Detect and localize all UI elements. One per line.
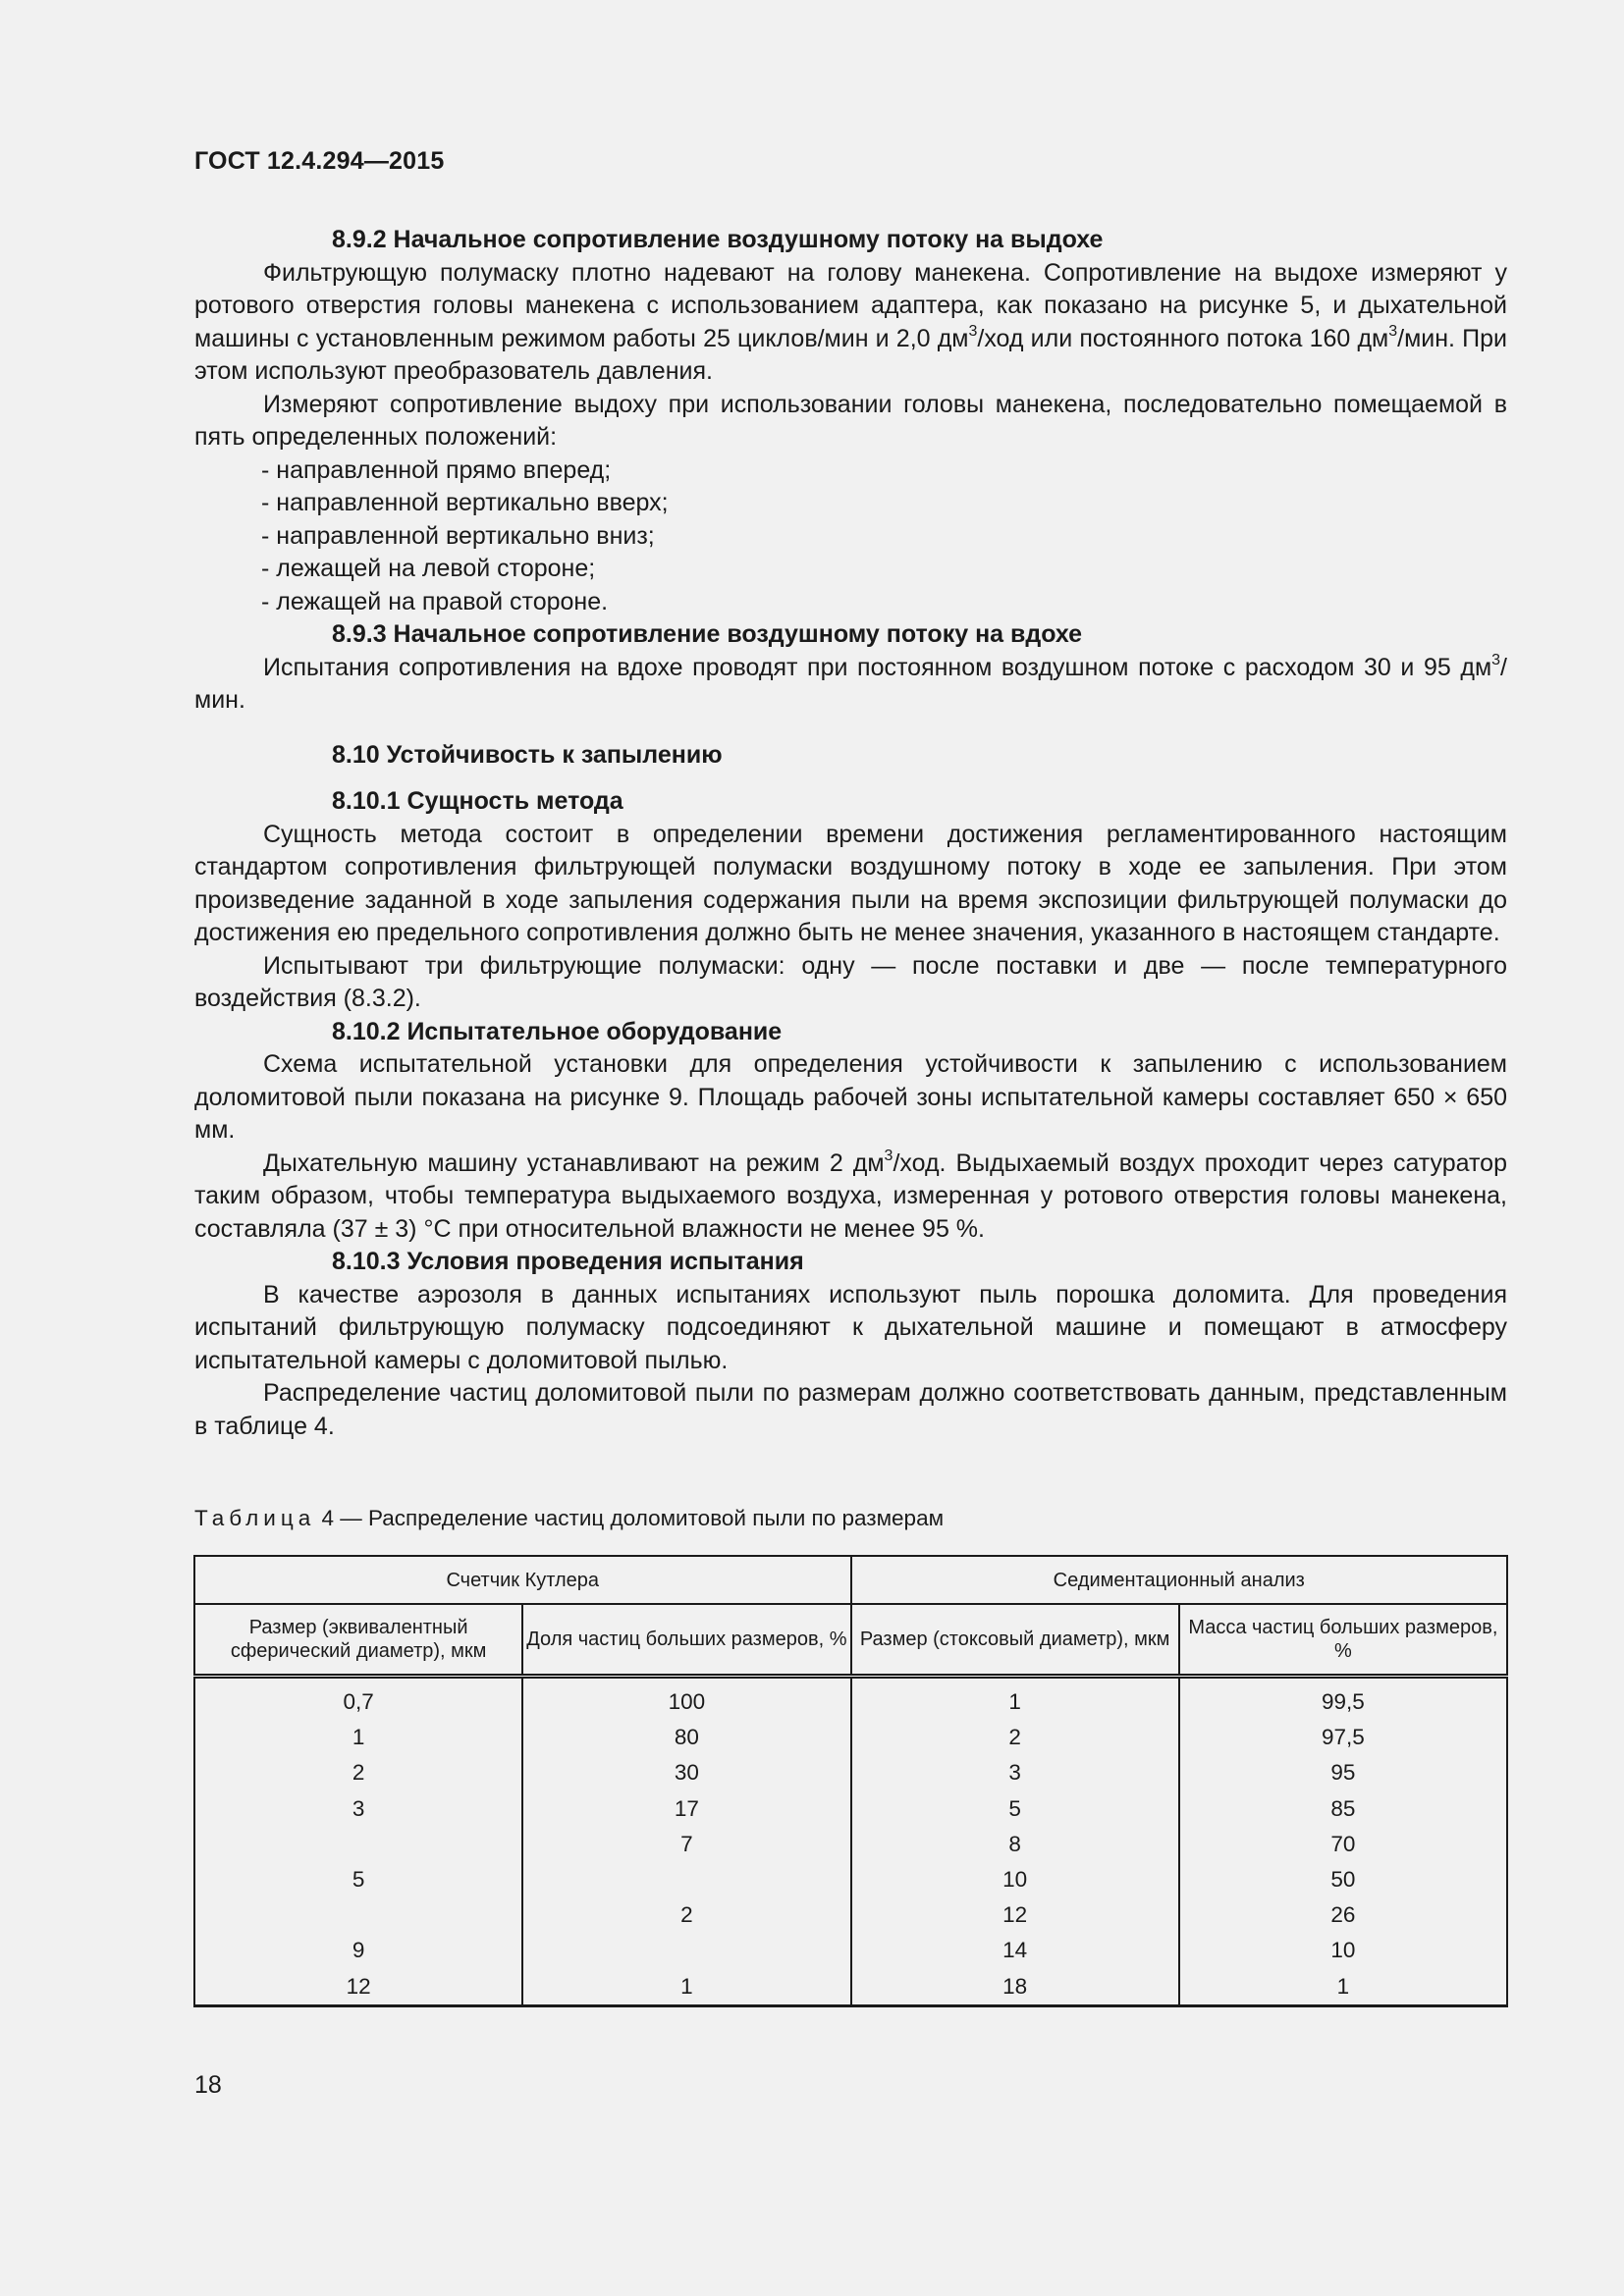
table-cell: 50 (1179, 1862, 1507, 1897)
paragraph: Дыхательную машину устанавливают на режим 2 $дм^3$/ход. Выдыхаемый воздух проходит через сатуратор таким образом, чтобы температура выдыхаемого воздуха, измеренная у ротового отверстия головы манекена, составляла (37 ± 3) °С при относительной влажности не менее 95 %. (194, 1148, 1507, 1243)
section-title-8-9-2: 8.9.2 Начальное сопротивление воздушному потоку на выдохе (332, 226, 1104, 253)
table-row (194, 1969, 1507, 2006)
paragraph: Испытывают три фильтрующие полумаски: одну — после поставки и две — после температурного воздействия (8.3.2). (194, 951, 1507, 1012)
table-cell: 3 (194, 1791, 522, 1827)
table-cell: 30 (522, 1755, 850, 1790)
table-cell: 26 (1179, 1897, 1507, 1933)
table-cell: 1 (522, 1969, 850, 2006)
column-header: Доля частиц больших размеров, % (522, 1604, 850, 1677)
table-cell: 97,5 (1179, 1720, 1507, 1755)
table-cell: 1 (1179, 1969, 1507, 2006)
table-cell: 1 (194, 1720, 522, 1755)
table-row (194, 1677, 1507, 1721)
table-cell: 5 (194, 1862, 522, 1897)
section-title-8-10-3: 8.10.3 Условия проведения испытания (332, 1248, 804, 1275)
document-body (194, 224, 1507, 1443)
section-title-8-10-2: 8.10.2 Испытательное оборудование (332, 1017, 783, 1045)
table-cell (194, 1827, 522, 1862)
document-header: ГОСТ 12.4.294—2015 (194, 147, 445, 175)
list-item: - направленной вертикально вниз; (261, 521, 655, 550)
table-cell (194, 1897, 522, 1933)
list-item: - направленной прямо вперед; (261, 455, 612, 484)
table-cell: 7 (522, 1827, 850, 1862)
table-cell: 0,7 (194, 1677, 522, 1721)
table-cell: 2 (851, 1720, 1179, 1755)
table-row (194, 1933, 1507, 1968)
paragraph: Измеряют сопротивление выдоху при использовании головы манекена, последовательно помещаемой в пять определенных положений: (194, 390, 1507, 451)
table-caption: Таблица 4 — Распределение частиц доломитовой пыли по размерам (194, 1506, 945, 1530)
group-header-sedimentation: Седиментационный анализ (851, 1556, 1508, 1604)
table-cell: 10 (851, 1862, 1179, 1897)
table-cell: 14 (851, 1933, 1179, 1968)
table-row (194, 1791, 1507, 1827)
table-cell: 100 (522, 1677, 850, 1721)
table-cell: 8 (851, 1827, 1179, 1862)
paragraph: В качестве аэрозоля в данных испытаниях используют пыль порошка доломита. Для проведения испытаний фильтрующую полумаску подсоединяют к дыхательной машине и помещают в атмосферу испытательной камеры с доломитовой пылью. (194, 1280, 1507, 1374)
list-item: - направленной вертикально вверх; (261, 489, 669, 516)
list-item: - лежащей на правой стороне. (261, 587, 609, 615)
table-row (194, 1720, 1507, 1755)
list-item: - лежащей на левой стороне; (261, 555, 596, 582)
table-cell: 5 (851, 1791, 1179, 1827)
table-cell: 95 (1179, 1755, 1507, 1790)
paragraph: Фильтрующую полумаску плотно надевают на голову манекена. Сопротивление на выдохе измеряют у ротового отверстия головы манекена с использованием адаптера, как показано на рисунке 5, и дыхательной машины с установленным режимом работы 25 циклов/мин и 2,0 $дм^3$/ход или постоянного потока 160 $дм^3$/мин. При этом используют преобразователь давления. (194, 258, 1507, 385)
column-header: Размер (стоксовый диаметр), мкм (851, 1604, 1179, 1677)
table-cell: 3 (851, 1755, 1179, 1790)
table-cell: 2 (522, 1897, 850, 1933)
section-title-8-10: 8.10 Устойчивость к запылению (332, 740, 723, 769)
section-title-8-9-3: 8.9.3 Начальное сопротивление воздушному потоку на вдохе (332, 620, 1083, 648)
paragraph: Схема испытательной установки для определения устойчивости к запылению с использованием доломитовой пыли показана на рисунке 9. Площадь рабочей зоны испытательной камеры составляет 650 × 650 мм. (194, 1050, 1507, 1144)
table-cell: 12 (851, 1897, 1179, 1933)
page-number: 18 (194, 2071, 222, 2099)
table-row (194, 1862, 1507, 1897)
table-4 (193, 1555, 1508, 2007)
table-cell: 9 (194, 1933, 522, 1968)
column-header: Масса частиц больших размеров, % (1179, 1604, 1507, 1677)
paragraph: Сущность метода состоит в определении времени достижения регламентированного настоящим стандартом сопротивления фильтрующей полумаски воздушному потоку в ходе ее запыления. При этом произведение заданной в ходе запыления содержания пыли на время экспозиции фильтрующей полумаски до достижения ею предельного сопротивления должно быть не менее значения, указанного в настоящем стандарте. (194, 820, 1507, 946)
table-cell: 2 (194, 1755, 522, 1790)
table-cell: 70 (1179, 1827, 1507, 1862)
table-cell: 12 (194, 1969, 522, 2006)
table-cell: 85 (1179, 1791, 1507, 1827)
table-cell: 99,5 (1179, 1677, 1507, 1721)
table-cell: 17 (522, 1791, 850, 1827)
table-cell: 1 (851, 1677, 1179, 1721)
paragraph: Испытания сопротивления на вдохе проводят при постоянном воздушном потоке с расходом 30 и 95 $дм^3$/мин. (194, 652, 1507, 714)
column-header: Размер (эквивалентный сферический диаметр), мкм (194, 1604, 522, 1677)
table-row (194, 1755, 1507, 1790)
table-cell (522, 1933, 850, 1968)
table-cell: 10 (1179, 1933, 1507, 1968)
table-row (194, 1827, 1507, 1862)
table-cell: 80 (522, 1720, 850, 1755)
group-header-coulter: Счетчик Кутлера (194, 1556, 851, 1604)
table-cell (522, 1862, 850, 1897)
paragraph: Распределение частиц доломитовой пыли по размерам должно соответствовать данным, представленным в таблице 4. (194, 1379, 1507, 1440)
table-cell: 18 (851, 1969, 1179, 2006)
section-title-8-10-1: 8.10.1 Сущность метода (332, 787, 623, 815)
table-row (194, 1897, 1507, 1933)
